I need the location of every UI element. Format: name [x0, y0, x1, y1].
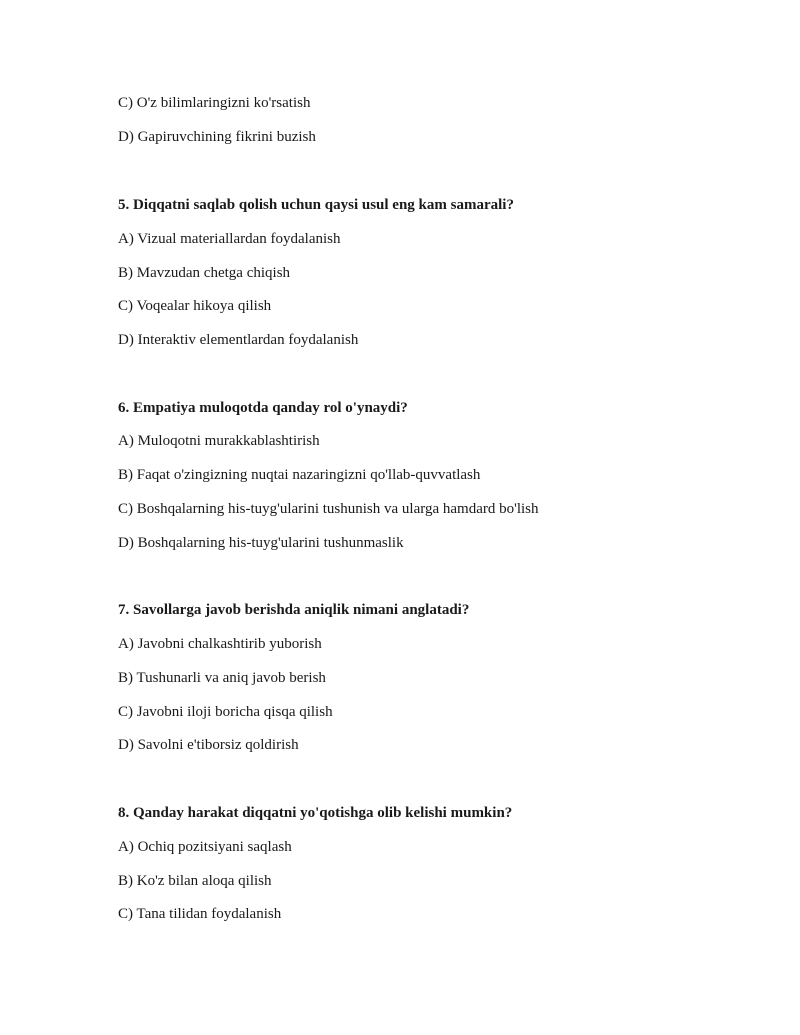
question-6: 6. Empatiya muloqotda qanday rol o'ynaydi?	[118, 400, 408, 416]
option-a: A) Ochiq pozitsiyani saqlash	[118, 839, 292, 855]
option-b: B) Faqat o'zingizning nuqtai nazaringizni qo'llab-quvvatlash	[118, 467, 481, 483]
option-a: A) Vizual materiallardan foydalanish	[118, 231, 341, 247]
option-b: B) Ko'z bilan aloqa qilish	[118, 873, 272, 889]
question-7: 7. Savollarga javob berishda aniqlik nimani anglatadi?	[118, 602, 470, 618]
option-c: C) Tana tilidan foydalanish	[118, 906, 282, 922]
option-b: B) Mavzudan chetga chiqish	[118, 265, 291, 281]
option-c: C) Javobni iloji boricha qisqa qilish	[118, 704, 333, 720]
option-a: A) Muloqotni murakkablashtirish	[118, 433, 320, 449]
option-b: B) Tushunarli va aniq javob berish	[118, 670, 326, 686]
question-5: 5. Diqqatni saqlab qolish uchun qaysi usul eng kam samarali?	[118, 197, 514, 213]
option-c: C) O'z bilimlaringizni ko'rsatish	[118, 95, 311, 111]
option-c: C) Voqealar hikoya qilish	[118, 298, 272, 314]
option-d: D) Savolni e'tiborsiz qoldirish	[118, 737, 299, 753]
option-c: C) Boshqalarning his-tuyg'ularini tushunish va ularga hamdard bo'lish	[118, 501, 539, 517]
option-d: D) Interaktiv elementlardan foydalanish	[118, 332, 359, 348]
option-a: A) Javobni chalkashtirib yuborish	[118, 636, 322, 652]
question-8: 8. Qanday harakat diqqatni yo'qotishga olib kelishi mumkin?	[118, 805, 513, 821]
option-d: D) Gapiruvchining fikrini buzish	[118, 129, 316, 145]
option-d: D) Boshqalarning his-tuyg'ularini tushunmaslik	[118, 535, 404, 551]
